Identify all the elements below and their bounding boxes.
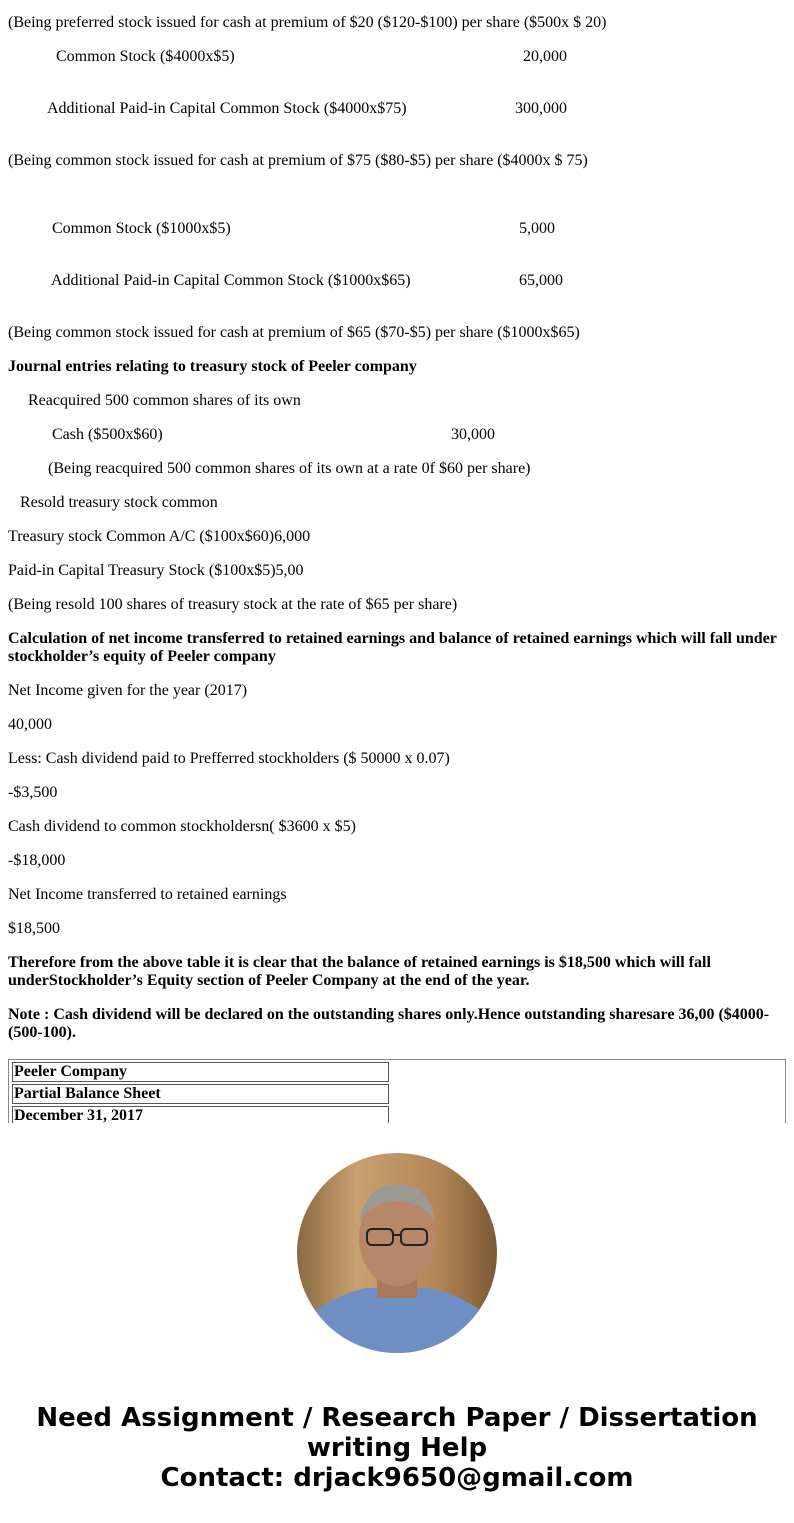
common-stock-note: (Being common stock issued for cash at premium of $75 ($80-$5) per share ($4000x $ 75) <box>8 152 588 169</box>
table-cell-title: Partial Balance Sheet <box>12 1084 389 1104</box>
apic-amount: 65,000 <box>519 272 563 289</box>
note-text: Note : Cash dividend will be declared on the outstanding shares only.Hence outstanding sharesare 36,00 ($4000-(500-100). <box>8 1006 770 1041</box>
balance-sheet-table <box>8 1059 786 1123</box>
reacquired-text: Reacquired 500 common shares of its own <box>28 392 301 409</box>
footer-promo <box>0 1403 794 1493</box>
reacquired-note: (Being reacquired 500 common shares of its own at a rate 0f $60 per share) <box>48 460 531 477</box>
calc-line: Net Income transferred to retained earnings <box>8 886 287 903</box>
conclusion-text: Therefore from the above table it is clear that the balance of retained earnings is $18,500 which will fall underStockholder’s Equity section of Peeler Company at the end of the year. <box>8 954 711 989</box>
paid-in-capital-line: Paid-in Capital Treasury Stock ($100x$5)5,00 <box>8 562 304 579</box>
common-stock-amount: 20,000 <box>523 48 567 65</box>
common-stock-label: Common Stock ($4000x$5) <box>56 48 235 65</box>
cash-amount: 30,000 <box>451 426 495 443</box>
calc-line: Net Income given for the year (2017) <box>8 682 248 699</box>
apic-label: Additional Paid-in Capital Common Stock ($4000x$75) <box>47 100 407 117</box>
treasury-heading: Journal entries relating to treasury stock of Peeler company <box>8 358 417 375</box>
apic-amount: 300,000 <box>515 100 567 117</box>
resold-note: (Being resold 100 shares of treasury stock at the rate of $65 per share) <box>8 596 458 613</box>
resold-text: Resold treasury stock common <box>20 494 218 511</box>
calc-line: -$18,000 <box>8 852 66 869</box>
treasury-stock-line: Treasury stock Common A/C ($100x$60)6,000 <box>8 528 311 545</box>
common-stock-note: (Being common stock issued for cash at premium of $65 ($70-$5) per share ($1000x$65) <box>8 324 580 341</box>
calc-line: -$3,500 <box>8 784 58 801</box>
author-avatar <box>297 1153 497 1353</box>
footer-line: writing Help <box>306 1433 488 1463</box>
calc-line: Less: Cash dividend paid to Prefferred stockholders ($ 50000 x 0.07) <box>8 750 450 767</box>
table-cell-company: Peeler Company <box>12 1062 389 1082</box>
cash-label: Cash ($500x$60) <box>52 426 163 443</box>
footer-contact: Contact: drjack9650@gmail.com <box>160 1463 634 1493</box>
common-stock-label: Common Stock ($1000x$5) <box>52 220 231 237</box>
apic-label: Additional Paid-in Capital Common Stock ($1000x$65) <box>51 272 411 289</box>
calc-line: $18,500 <box>8 920 60 937</box>
footer-line: Need Assignment / Research Paper / Dissertation <box>36 1403 758 1433</box>
calc-line: Cash dividend to common stockholdersn( $3600 x $5) <box>8 818 356 835</box>
calc-line: 40,000 <box>8 716 52 733</box>
common-stock-amount: 5,000 <box>519 220 555 237</box>
preferred-stock-note: (Being preferred stock issued for cash at premium of $20 ($120-$100) per share ($500x $ 20) <box>8 14 607 31</box>
table-cell-date: December 31, 2017 <box>12 1106 389 1123</box>
calculation-heading: Calculation of net income transferred to retained earnings and balance of retained earnings which will fall under stockholder’s equity of Peeler company <box>8 630 777 665</box>
